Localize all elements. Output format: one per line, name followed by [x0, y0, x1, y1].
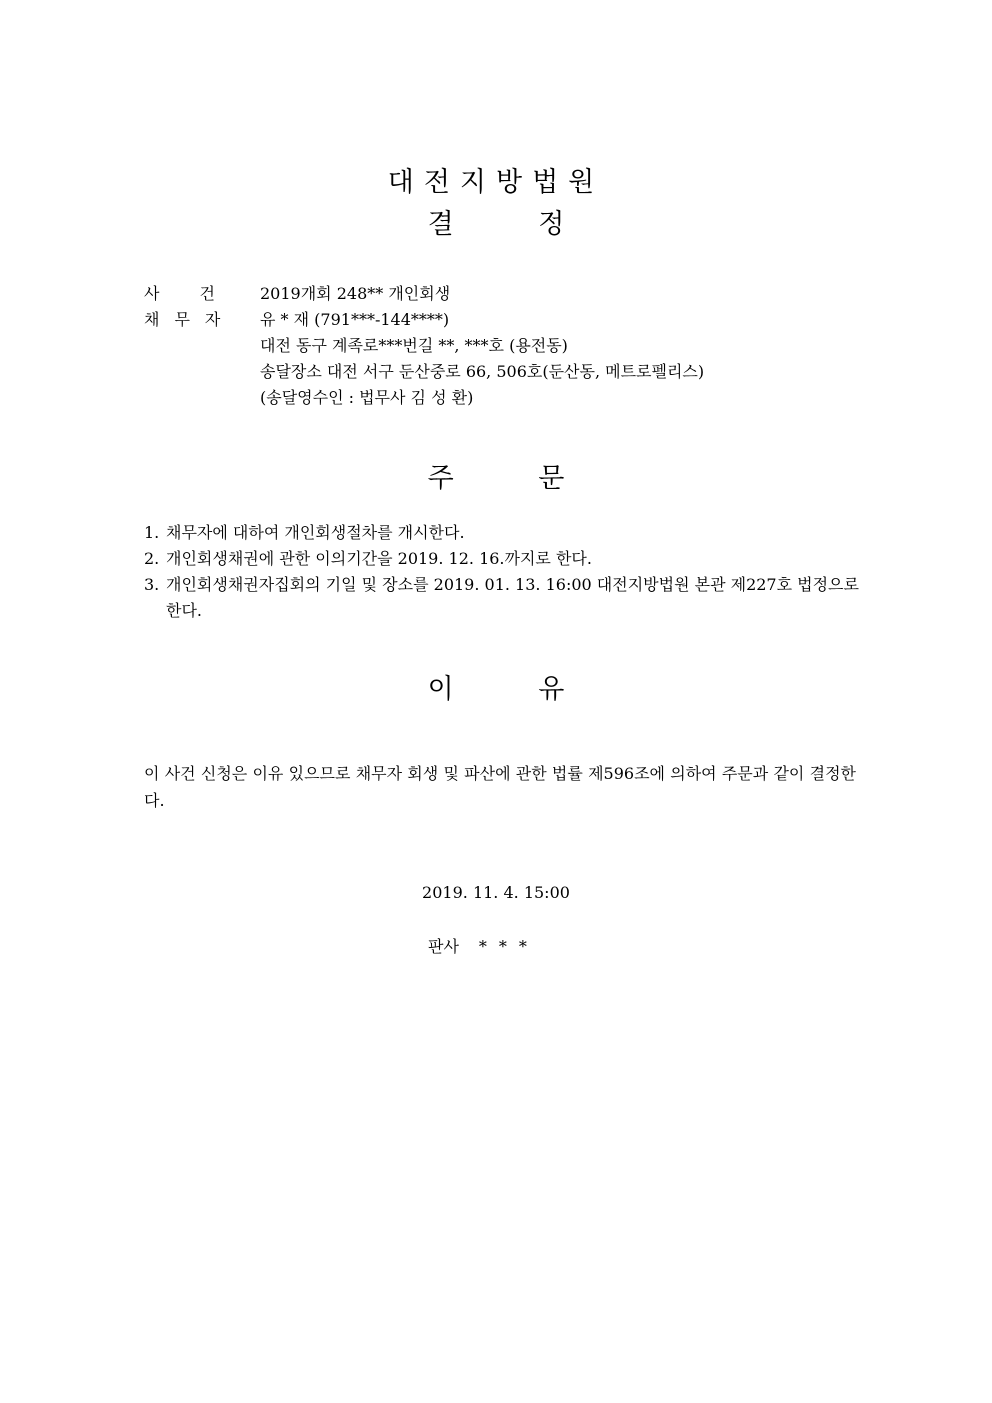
debtor-row [144, 307, 864, 333]
order-item-number: 1. [144, 523, 160, 542]
order-heading-char-2: 문 [538, 463, 565, 494]
order-item-3 [144, 572, 864, 624]
order-item-2 [144, 546, 864, 572]
reason-heading [0, 667, 992, 706]
debtor-address-row [144, 333, 864, 359]
empty-label [144, 333, 260, 359]
order-item-text: 개인회생채권자집회의 기일 및 장소를 2019. 01. 13. 16:00 대전지방법원 본관 제227호 법정으로 한다. [166, 575, 859, 620]
empty-label [144, 359, 260, 385]
delivery-place-row [144, 359, 864, 385]
order-item-text: 채무자에 대하여 개인회생절차를 개시한다. [166, 523, 465, 542]
delivery-place: 송달장소 대전 서구 둔산중로 66, 506호(둔산동, 메트로펠리스) [260, 362, 705, 381]
delivery-recipient: (송달영수인 : 법무사 김 성 환) [260, 388, 474, 407]
order-item-number: 2. [144, 549, 160, 568]
case-info-block [144, 281, 864, 411]
case-label: 사건 [144, 284, 255, 303]
delivery-recipient-row [144, 385, 864, 411]
order-item-number: 3. [144, 575, 160, 594]
case-row [144, 281, 864, 307]
debtor-label: 채무자 [144, 310, 236, 329]
judge-label: 판사 [428, 937, 459, 956]
order-heading-char-1: 주 [427, 463, 454, 494]
decision-date: 2019. 11. 4. 15:00 [422, 883, 570, 902]
debtor-name: 유 * 재 (791***-144****) [260, 310, 450, 329]
judge-name: *** [478, 937, 539, 956]
empty-label [144, 385, 260, 411]
order-item-text: 개인회생채권에 관한 이의기간을 2019. 12. 16.까지로 한다. [166, 549, 592, 568]
order-heading [0, 456, 992, 495]
order-list [144, 520, 864, 624]
reason-heading-char-2: 유 [538, 674, 565, 705]
reason-text: 이 사건 신청은 이유 있으므로 채무자 회생 및 파산에 관한 법률 제596조에 의하여 주문과 같이 결정한다. [144, 764, 856, 810]
document-type-char-1: 결 [427, 209, 454, 240]
case-number: 2019개회 248** 개인회생 [260, 284, 451, 303]
order-item-1 [144, 520, 864, 546]
judge-signature-line [428, 934, 539, 960]
court-name: 대전지방법원 [387, 167, 605, 198]
document-type-title [0, 202, 992, 241]
document-type-char-2: 정 [538, 209, 565, 240]
reason-heading-char-1: 이 [427, 674, 454, 705]
debtor-address: 대전 동구 계족로***번길 **, ***호 (용전동) [260, 336, 568, 355]
